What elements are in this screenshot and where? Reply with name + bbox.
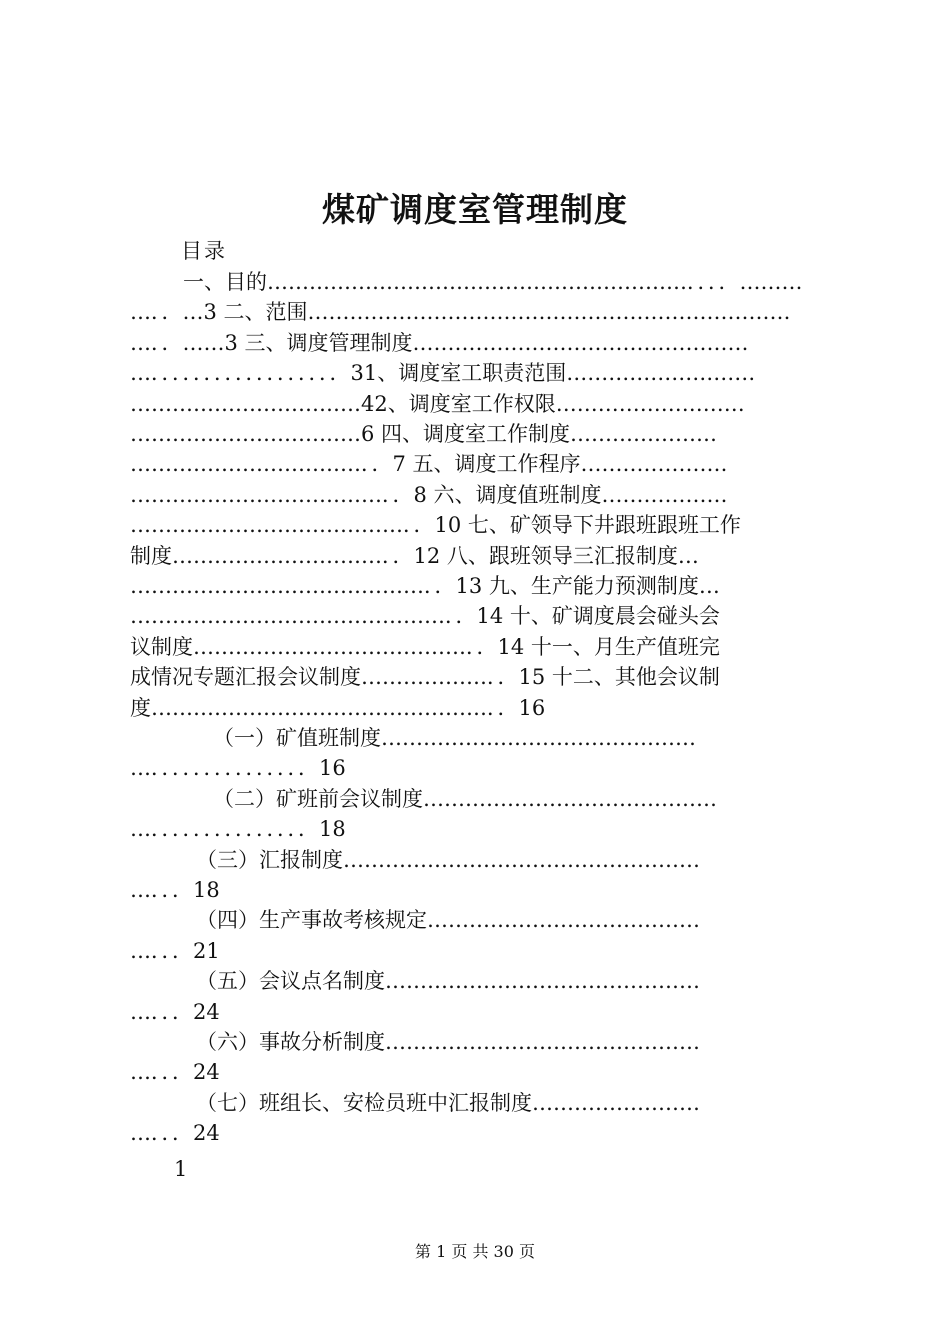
- toc-line: …．．…3 二、范围……………………………………………………………: [130, 300, 791, 325]
- toc-line: ……………………………42、调度室工作权限………………………: [130, 391, 745, 416]
- toc-line: …．．．．．．．．．．．．．．．．．．31、调度室工职责范围………………………: [130, 361, 756, 386]
- toc-line: （二）矿班前会议制度……………………………………: [213, 786, 717, 811]
- page-footer: 第 1 页 共 30 页: [415, 1242, 535, 1261]
- toc-line: …………………………………．．10 七、矿领导下井跟班跟班工作: [130, 513, 741, 538]
- toc-line: 制度…………………………．．12 八、跟班领导三汇报制度…: [130, 543, 699, 568]
- toc-line: （四）生产事故考核规定…………………………………: [196, 908, 700, 933]
- toc-heading: 目录: [181, 239, 227, 263]
- toc-line: …．．……3 三、调度管理制度…………………………………………: [130, 330, 749, 355]
- toc-line: ……………………………．．7 五、调度工作程序…………………: [130, 452, 728, 477]
- toc-line: 议制度…………………………………．．14 十一、月生产值班完: [130, 634, 720, 659]
- toc-line: ………………………………．．8 六、调度值班制度………………: [130, 482, 728, 507]
- toc-line: （一）矿值班制度………………………………………: [213, 726, 696, 750]
- toc-line: …．．．．．．．．．．．．．．．16: [130, 756, 346, 781]
- toc-line: ………………………………………．．14 十、矿调度晨会碰头会: [130, 604, 720, 629]
- toc-line: …．．．．．．．．．．．．．．．18: [130, 817, 346, 842]
- toc-line: （三）汇报制度……………………………………………: [196, 847, 700, 872]
- toc-line: 成情况专题汇报会议制度………………．．15 十二、其他会议制: [130, 665, 720, 690]
- toc-line: …．．．24: [130, 1121, 220, 1146]
- toc-line: （七）班组长、安检员班中汇报制度……………………: [196, 1090, 700, 1115]
- toc-line: ……………………………………．．13 九、生产能力预测制度…: [130, 574, 720, 598]
- toc-line: ……………………………6 四、调度室工作制度…………………: [130, 422, 718, 446]
- toc-line: …．．．24: [130, 1060, 220, 1085]
- toc-line: 一、目的……………………………………………………．．．．………: [183, 270, 803, 294]
- page-number: 1: [174, 1157, 188, 1181]
- toc-line: …．．．18: [130, 878, 220, 902]
- toc-line: …．．．24: [130, 999, 220, 1024]
- toc-line: （五）会议点名制度………………………………………: [196, 969, 700, 994]
- toc-line: （六）事故分析制度………………………………………: [196, 1030, 700, 1054]
- toc-line: 度…………………………………………．．16: [130, 695, 546, 720]
- document-title: 煤矿调度室管理制度: [322, 190, 628, 229]
- toc-line: …．．．21: [130, 938, 220, 963]
